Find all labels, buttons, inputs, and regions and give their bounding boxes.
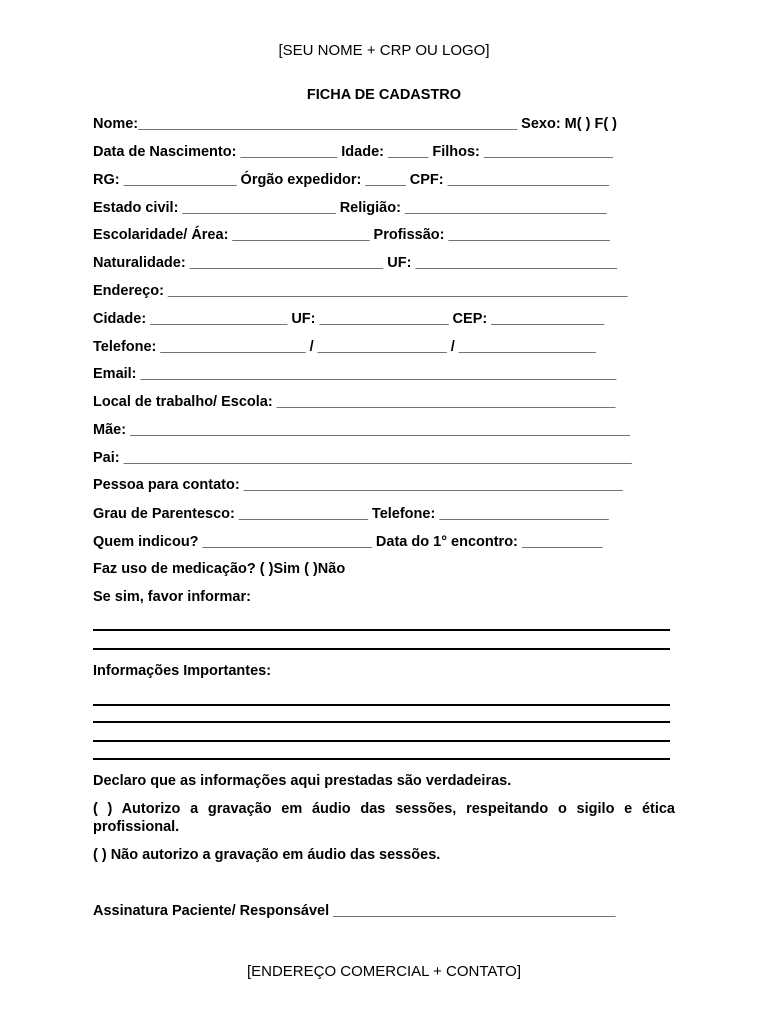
important-info-line[interactable] xyxy=(93,704,670,706)
field-birth-age-children[interactable]: Data de Nascimento: ____________ Idade: _____ Filhos: ________________ xyxy=(93,144,613,160)
important-info-label: Informações Importantes: xyxy=(93,663,272,679)
field-email[interactable]: Email: ___________________________________________________________ xyxy=(93,366,617,382)
medication-info-line[interactable] xyxy=(93,629,670,631)
authorize-recording-option[interactable]: ( ) Autorizo a gravação em áudio das sessões, respeitando o sigilo e ética profissional. xyxy=(93,801,675,835)
not-authorize-recording-option[interactable]: ( ) Não autorizo a gravação em áudio das sessões. xyxy=(93,847,441,863)
field-workplace-school[interactable]: Local de trabalho/ Escola: __________________________________________ xyxy=(93,394,616,410)
field-civil-status-religion[interactable]: Estado civil: ___________________ Religião: _________________________ xyxy=(93,200,607,216)
field-name-sex[interactable]: Nome:_______________________________________________ Sexo: M( ) F( ) xyxy=(93,116,618,132)
field-phones[interactable]: Telefone: __________________ / ________________ / _________________ xyxy=(93,339,596,355)
field-medication-details-label: Se sim, favor informar: xyxy=(93,589,251,605)
field-birthplace-uf[interactable]: Naturalidade: ________________________ UF: _________________________ xyxy=(93,255,618,271)
important-info-line[interactable] xyxy=(93,758,670,760)
declaration-text: Declaro que as informações aqui prestadas são verdadeiras. xyxy=(93,773,512,789)
field-mother[interactable]: Mãe: ______________________________________________________________ xyxy=(93,422,631,438)
field-city-uf-cep[interactable]: Cidade: _________________ UF: ________________ CEP: ______________ xyxy=(93,311,605,327)
header-placeholder: [SEU NOME + CRP OU LOGO] xyxy=(278,42,490,59)
medication-info-line[interactable] xyxy=(93,648,670,650)
field-education-profession[interactable]: Escolaridade/ Área: _________________ Profissão: ____________________ xyxy=(93,227,610,243)
field-address[interactable]: Endereço: _________________________________________________________ xyxy=(93,283,628,299)
field-kinship-phone[interactable]: Grau de Parentesco: ________________ Telefone: _____________________ xyxy=(93,506,609,522)
field-father[interactable]: Pai: _______________________________________________________________ xyxy=(93,450,632,466)
signature-field[interactable]: Assinatura Paciente/ Responsável ___________________________________ xyxy=(93,903,616,919)
field-medication[interactable]: Faz uso de medicação? ( )Sim ( )Não xyxy=(93,561,346,577)
important-info-line[interactable] xyxy=(93,721,670,723)
field-contact-person[interactable]: Pessoa para contato: _______________________________________________ xyxy=(93,477,623,493)
form-title: FICHA DE CADASTRO xyxy=(306,87,462,103)
important-info-line[interactable] xyxy=(93,740,670,742)
field-referral-first-meeting[interactable]: Quem indicou? _____________________ Data do 1° encontro: __________ xyxy=(93,534,603,550)
footer-placeholder: [ENDEREÇO COMERCIAL + CONTATO] xyxy=(246,963,522,980)
field-rg-issuer-cpf[interactable]: RG: ______________ Órgão expedidor: _____ CPF: ____________________ xyxy=(93,172,609,188)
